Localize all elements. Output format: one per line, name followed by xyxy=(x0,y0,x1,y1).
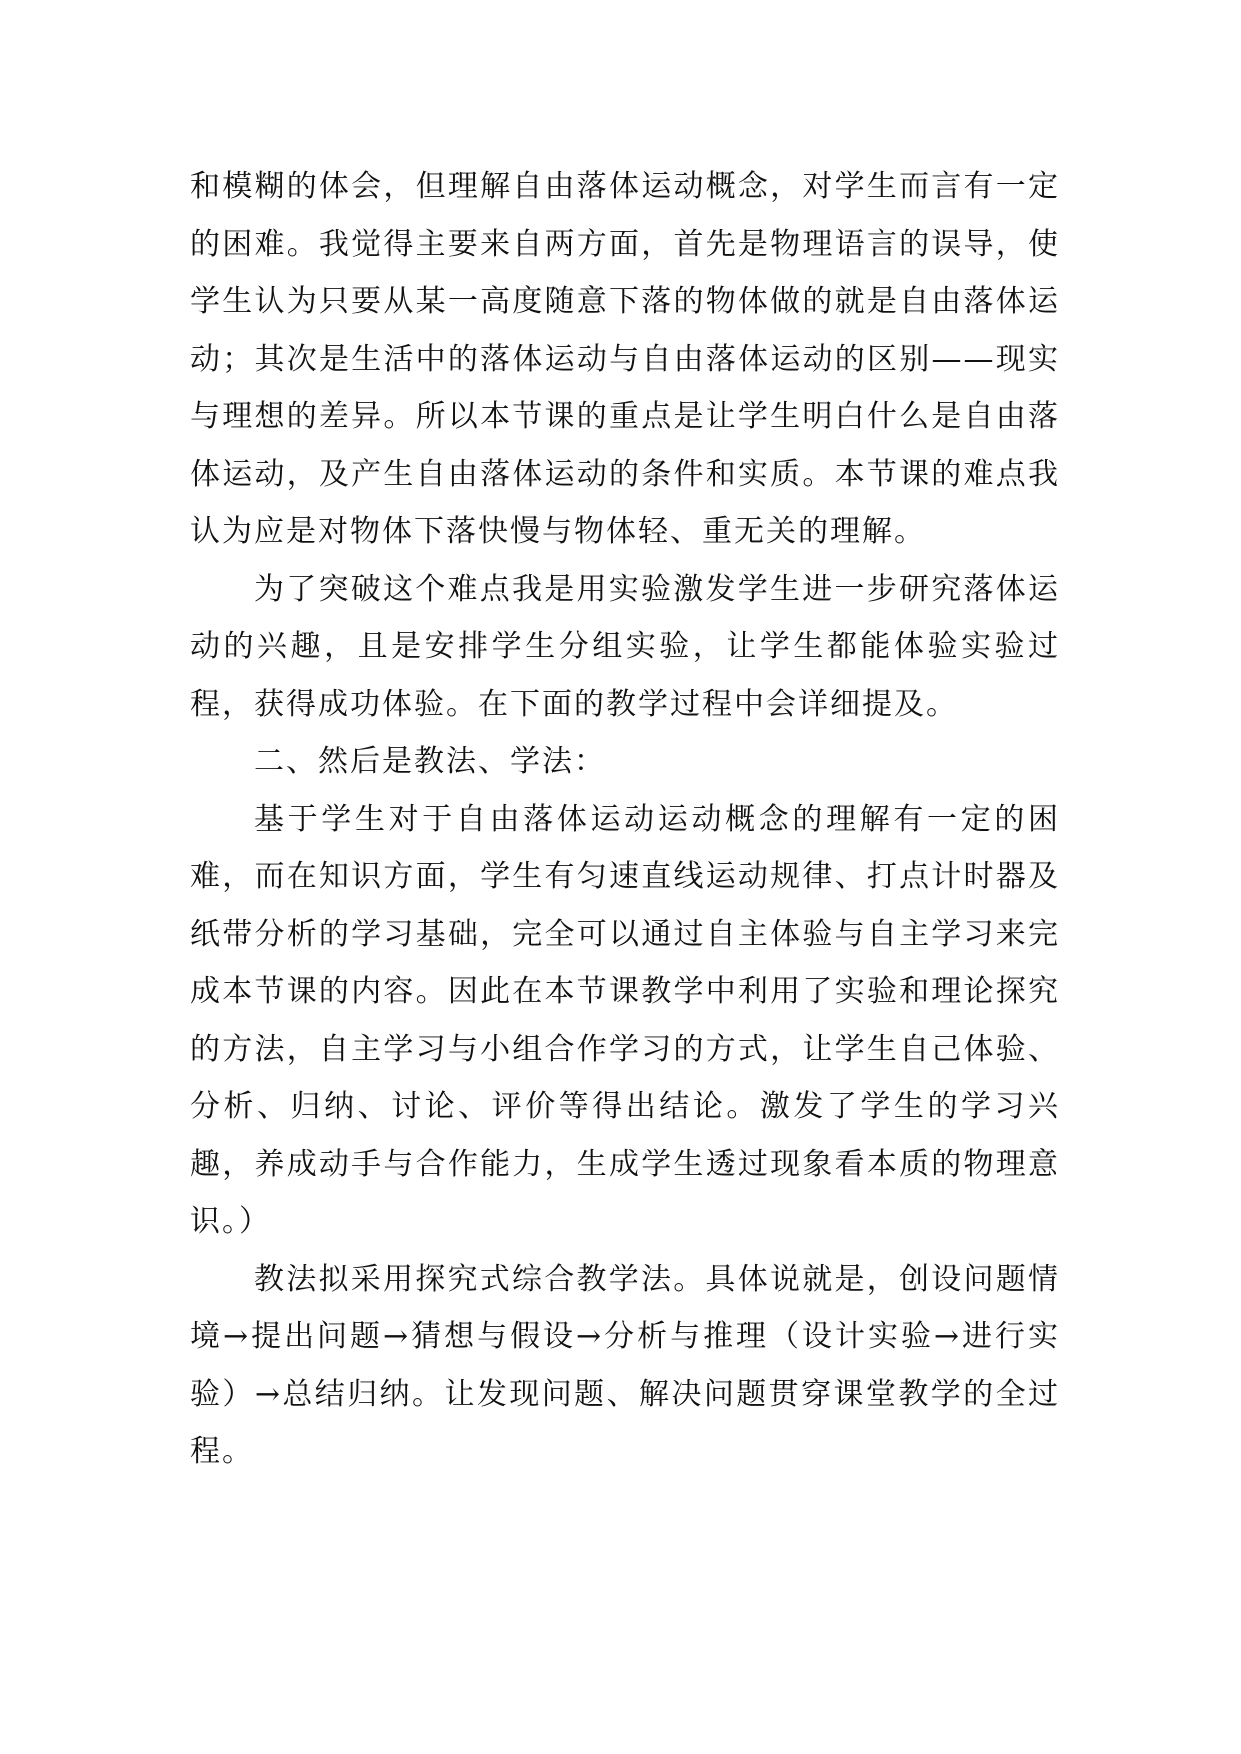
paragraph-1: 和模糊的体会，但理解自由落体运动概念，对学生而言有一定的困难。我觉得主要来自两方面，首先是物理语言的误导，使学生认为只要从某一高度随意下落的物体做的就是自由落体运动；其次是生活中的落体运动与自由落体运动的区别——现实与理想的差异。所以本节课的重点是让学生明白什么是自由落体运动，及产生自由落体运动的条件和实质。本节课的难点我认为应是对物体下落快慢与物体轻、重无关的理解。 xyxy=(190,169,1060,549)
document-body xyxy=(190,158,1060,1481)
paragraph-3: 基于学生对于自由落体运动运动概念的理解有一定的困难，而在知识方面，学生有匀速直线运动规律、打点计时器及纸带分析的学习基础，完全可以通过自主体验与自主学习来完成本节课的内容。因此在本节课教学中利用了实验和理论探究的方法，自主学习与小组合作学习的方式，让学生自己体验、分析、归纳、讨论、评价等得出结论。激发了学生的学习兴趣，养成动手与合作能力，生成学生透过现象看本质的物理意识。） xyxy=(190,801,1060,1239)
paragraph-2: 为了突破这个难点我是用实验激发学生进一步研究落体运动的兴趣，且是安排学生分组实验，让学生都能体验实验过程，获得成功体验。在下面的教学过程中会详细提及。 xyxy=(190,571,1060,722)
section-heading-teaching-methods: 二、然后是教法、学法： xyxy=(254,744,606,779)
paragraph-4: 教法拟采用探究式综合教学法。具体说就是，创设问题情境→提出问题→猜想与假设→分析与推理（设计实验→进行实验）→总结归纳。让发现问题、解决问题贯穿课堂教学的全过程。 xyxy=(190,1261,1060,1469)
